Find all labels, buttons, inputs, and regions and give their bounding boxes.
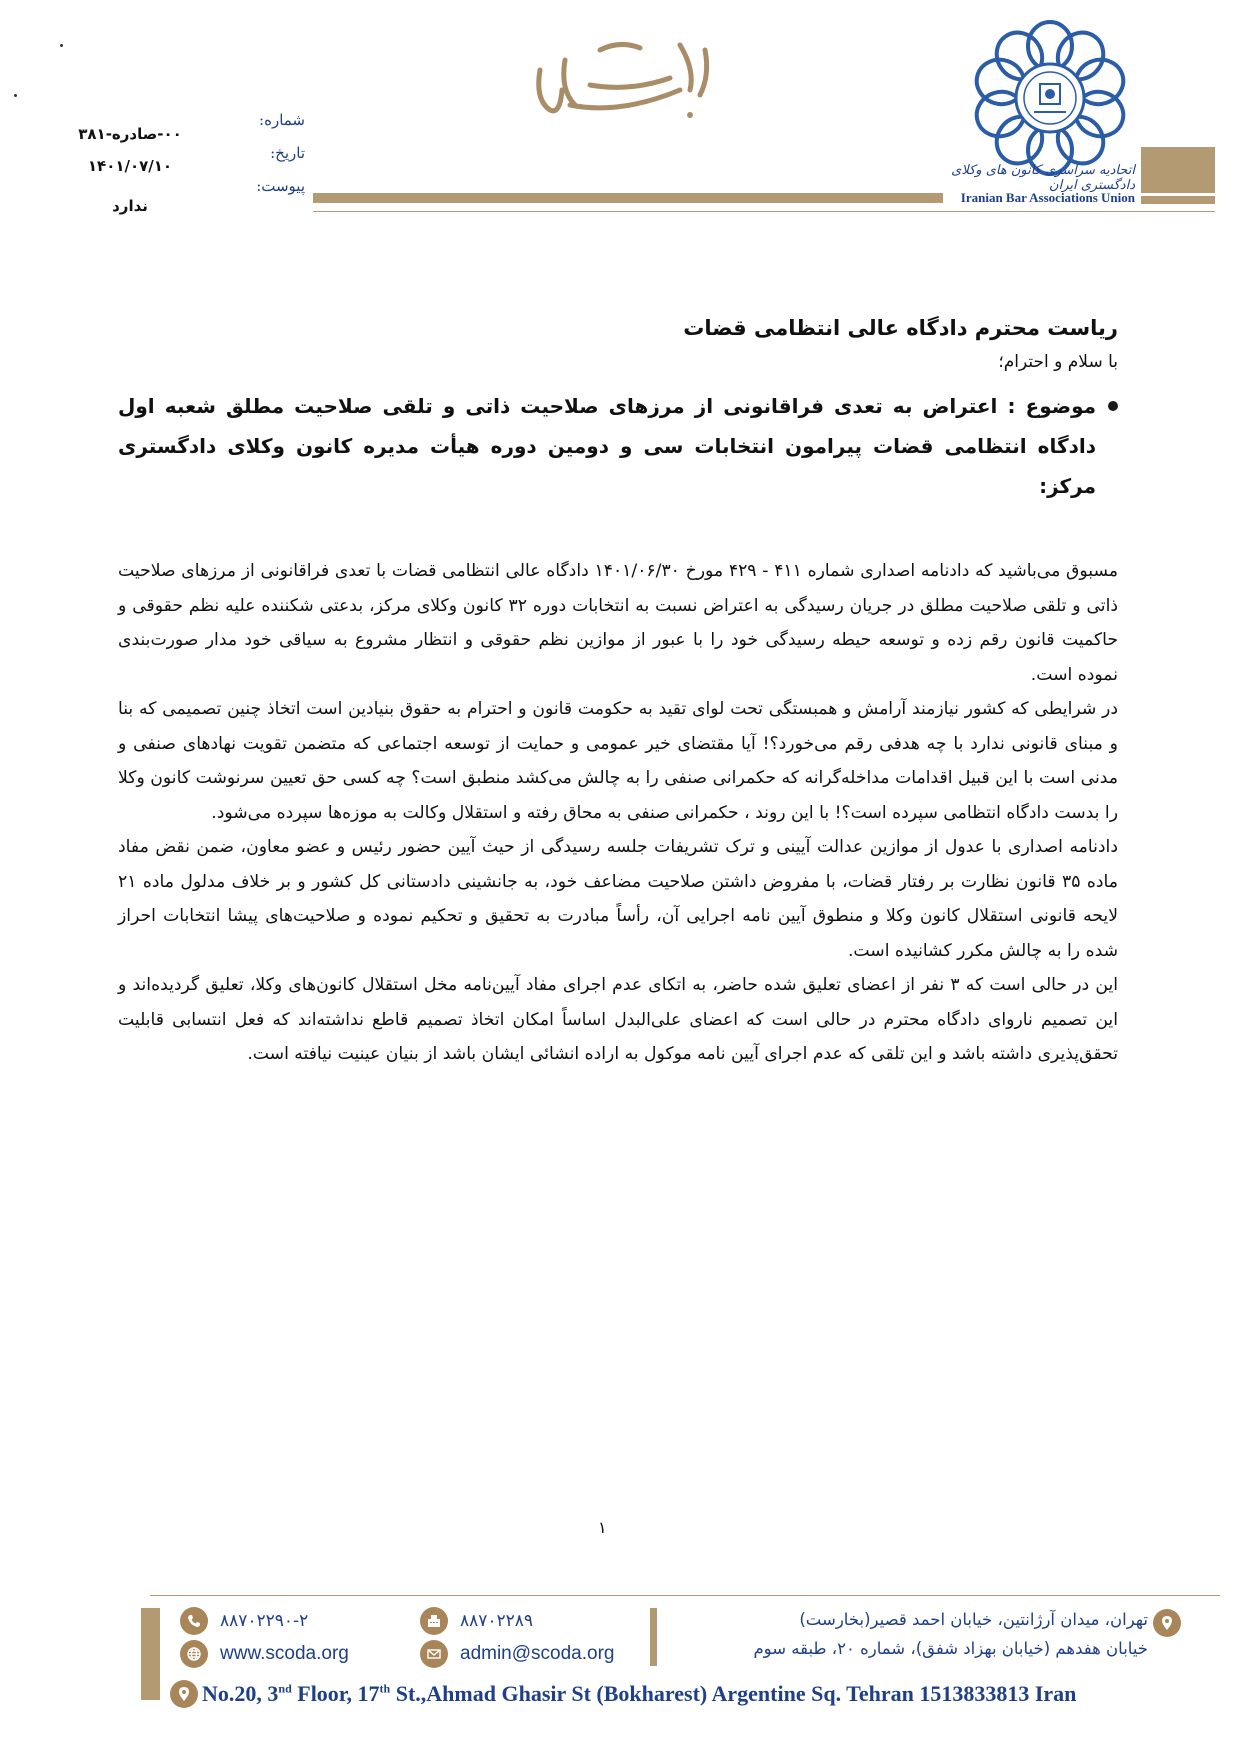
fax-icon xyxy=(420,1607,448,1635)
location-pin-icon xyxy=(170,1680,198,1708)
footer-fax xyxy=(420,1607,533,1635)
header-gold-bar xyxy=(313,193,943,203)
letter-number: ۰۰-صادره-۳۸۱ xyxy=(78,125,182,143)
address-persian xyxy=(668,1605,1148,1663)
address-persian-line1: تهران، میدان آرژانتین، خیابان احمد قصیر(بخارست) xyxy=(799,1610,1148,1629)
org-name-english: Iranian Bar Associations Union xyxy=(960,190,1135,205)
location-pin-icon xyxy=(1153,1609,1181,1637)
email-icon xyxy=(420,1640,448,1668)
footer-phone xyxy=(180,1607,308,1635)
subject-text: موضوع : اعتراض به تعدی فراقانونی از مرزهای صلاحیت ذاتی و تلقی صلاحیت مطلق شعبه اول دادگاه انتظامی قضات پیرامون انتخابات سی و دومین دوره هیأت مدیره کانون وکلای دادگستری مرکز: xyxy=(118,394,1096,498)
letter-date: ۱۴۰۱/۰۷/۱۰ xyxy=(87,157,173,175)
number-label: شماره: xyxy=(259,111,305,129)
header-gold-block xyxy=(1141,147,1215,193)
globe-icon xyxy=(180,1640,208,1668)
page-number: ۱ xyxy=(598,1518,607,1537)
phone-number: ۸۸۷۰۲۲۹۰-۲ xyxy=(220,1611,309,1631)
website-link[interactable]: www.scoda.org xyxy=(220,1643,349,1664)
header-gold-bar-right xyxy=(1141,196,1215,204)
date-label: تاریخ: xyxy=(270,144,305,162)
footer-email[interactable] xyxy=(420,1640,614,1668)
greeting: با سلام و احترام؛ xyxy=(998,352,1118,372)
fax-number: ۸۸۷۰۲۲۸۹ xyxy=(460,1611,534,1631)
subject xyxy=(118,386,1118,506)
bullet-icon xyxy=(1108,401,1118,411)
org-name-persian: اتحادیه سراسری کانون های وکلای دادگستری ایران xyxy=(951,163,1135,193)
footer-separator xyxy=(650,1608,657,1666)
letter-body xyxy=(118,316,1118,1072)
paragraph: مسبوق می‌باشید که دادنامه اصداری شماره ۴۱۱ - ۴۲۹ مورخ ۱۴۰۱/۰۶/۳۰ دادگاه عالی انتظامی قضات با تعدی فراقانونی از مرزهای صلاحیت ذاتی و تلقی صلاحیت مطلق در جریان رسیدگی به اعتراض نسبت به انتخابات دوره ۳۲ کانون وکلای مرکز، بدعتی شکننده علیه نظم حقوقی و حاکمیت قانون رقم زده و توسعه حیطه رسیدگی خود را با عبور از موازین نظم حقوقی و انتظار مشروع به سیاقی خود مدار صورت‌بندی نموده است. xyxy=(118,561,1119,685)
attachment-label: پیوست: xyxy=(256,177,305,195)
bar-union-emblem-icon xyxy=(955,20,1145,180)
address-english xyxy=(170,1680,1076,1708)
header-divider xyxy=(313,211,1215,212)
scan-speck xyxy=(60,44,63,47)
paragraph: این در حالی است که ۳ نفر از اعضای تعلیق شده حاضر، به اتکای عدم اجرای مفاد آیین‌نامه مخل استقلال کانون‌های وکلا، تعلیق گردیده‌اند و این تصمیم ناروای دادگاه محترم در حالی است که اعضای علی‌البدل اساساً امکان اتخاذ تصمیم قاطع نداشته‌اند که فعل انتسابی قابلیت تحقق‌پذیری داشته باشد و این تلقی که عدم اجرای آیین نامه موکول به اراده انشائی ایشان باشد از بنیان عینیت نیافته است. xyxy=(118,975,1119,1064)
footer-gold-block xyxy=(141,1608,160,1700)
address-english-text: No.20, 3nd Floor, 17th St.,Ahmad Ghasir St (Bokharest) Argentine Sq. Tehran 1513833813 Iran xyxy=(202,1681,1077,1706)
footer-divider xyxy=(150,1595,1220,1596)
scan-speck xyxy=(14,94,17,97)
phone-icon xyxy=(180,1607,208,1635)
paragraph: در شرایطی که کشور نیازمند آرامش و همبستگی تحت لوای تقید به حکومت قانون و احترام به حقوق بنیادین است اتخاذ چنین تصمیمی که بنا و مبنای قانونی ندارد با چه هدفی رقم می‌خورد؟! آیا مقتضای خیر عمومی و حمایت از توسعه اجتماعی که متضمن تقویت نهادهای صنفی و مدنی است با این قبیل اقدامات مداخله‌گرانه که حکمرانی صنفی را به چالش می‌کشد منطبق است؟ چه کسی حق تعیین سرنوشت کانون وکلا را بدست دادگاه انتظامی سپرده است؟! با این روند ، حکمرانی صنفی به محاق رفته و استقلال وکالت به موزه‌ها سپرده می‌شود. xyxy=(118,699,1118,823)
letter-meta-labels xyxy=(235,104,305,203)
basmala-calligraphy xyxy=(530,30,720,130)
addressee: ریاست محترم دادگاه عالی انتظامی قضات xyxy=(683,316,1118,340)
letter-meta-values xyxy=(60,118,200,222)
paragraph: دادنامه اصداری با عدول از موازین عدالت آیینی و ترک تشریفات جلسه رسیدگی از حیث آیین حضور رئیس و عضو معاون، ضمن نقض مفاد ماده ۳۵ قانون نظارت بر رفتار قضات، با مفروض داشتن صلاحیت مضاعف خود، به جانشینی دادستانی کل کشور و بر خلاف مدلول ماده ۲۱ لایحه قانونی استقلال کانون وکلا و منطوق آیین نامه اجرایی آن، رأساً مبادرت به تحقیق و تحکیم نموده و صلاحیت‌های پیشا انتخابات احراز شده را به چالش مکرر کشانیده است. xyxy=(118,837,1118,961)
address-persian-line2: خیابان هفدهم (خیابان بهزاد شفق)، شماره ۲۰، طبقه سوم xyxy=(753,1639,1148,1658)
footer-website[interactable] xyxy=(180,1640,349,1668)
attachment-value: ندارد xyxy=(112,197,148,215)
email-link[interactable]: admin@scoda.org xyxy=(460,1643,615,1664)
